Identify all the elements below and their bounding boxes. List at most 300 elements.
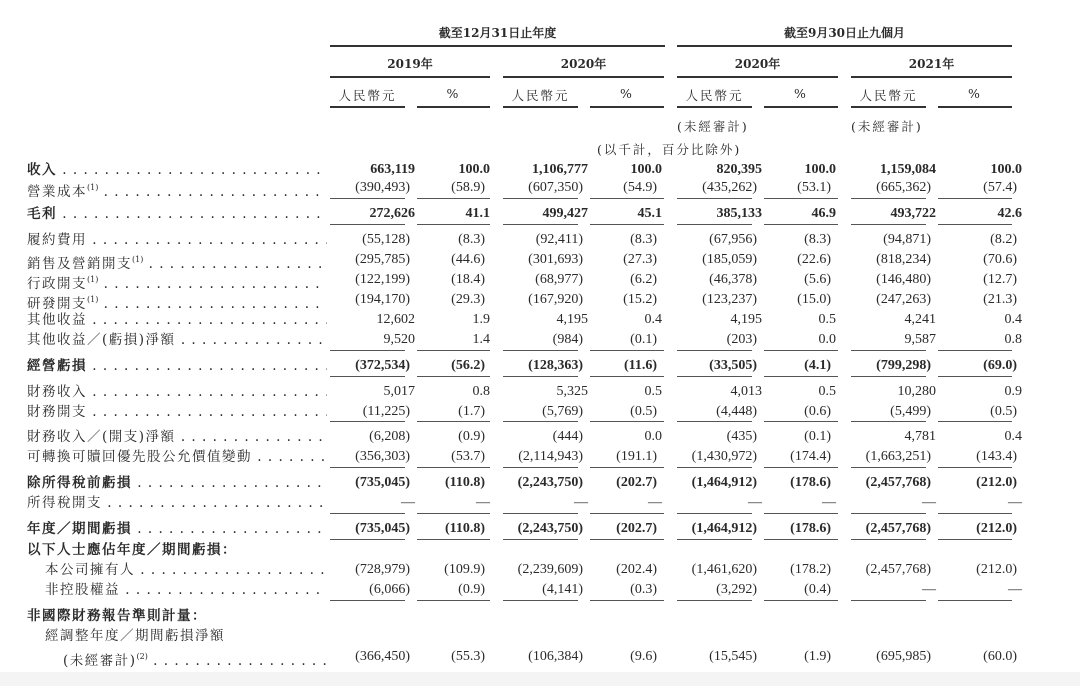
row-label bbox=[27, 205, 327, 223]
subtotal-rule bbox=[330, 198, 405, 199]
table-cell: 100.0 bbox=[458, 162, 490, 177]
row-label-text: 毛利 bbox=[27, 206, 57, 222]
row-label-text: 其他收益／(虧損)淨額 bbox=[27, 332, 176, 348]
column-header-underline bbox=[851, 106, 926, 108]
table-cell: (735,045) bbox=[355, 521, 410, 536]
table-cell: (174.4) bbox=[790, 449, 831, 464]
table-cell: (57.4) bbox=[983, 180, 1017, 195]
subtotal-rule bbox=[764, 376, 838, 377]
row-label bbox=[27, 428, 327, 446]
subtotal-rule bbox=[851, 421, 926, 422]
subtotal-rule bbox=[503, 600, 578, 601]
subtotal-rule bbox=[503, 350, 578, 351]
table-cell: (53.1) bbox=[797, 180, 831, 195]
table-cell: (69.0) bbox=[983, 358, 1017, 373]
footnote-marker: (1) bbox=[87, 183, 99, 192]
row-label-text: 年度／期間虧損 bbox=[27, 521, 132, 537]
table-cell: (607,350) bbox=[528, 180, 583, 195]
subtotal-rule bbox=[938, 350, 1012, 351]
subtotal-rule bbox=[503, 421, 578, 422]
table-cell: 272,626 bbox=[369, 206, 415, 221]
subtotal-rule bbox=[851, 600, 926, 601]
table-cell: — bbox=[1008, 495, 1022, 510]
subtotal-rule bbox=[764, 539, 838, 540]
table-cell: (984) bbox=[552, 332, 583, 347]
row-label bbox=[27, 474, 327, 492]
column-header-underline bbox=[590, 106, 664, 108]
table-cell: 4,241 bbox=[904, 312, 936, 327]
subtotal-rule bbox=[764, 600, 838, 601]
table-cell: (444) bbox=[552, 429, 583, 444]
table-cell: (5,769) bbox=[542, 404, 583, 419]
col-label-rmb: 人民幣元 bbox=[511, 88, 570, 103]
col-label-pct: % bbox=[794, 86, 808, 101]
table-cell: (12.7) bbox=[983, 272, 1017, 287]
row-label-text: 非國際財務報告準則計量： bbox=[27, 608, 207, 624]
subtotal-rule bbox=[764, 350, 838, 351]
table-cell: (106,384) bbox=[528, 649, 583, 664]
table-cell: 0.0 bbox=[644, 429, 662, 444]
table-cell: (109.9) bbox=[444, 562, 485, 577]
table-cell: (0.3) bbox=[630, 582, 657, 597]
row-label-text: 其他收益 bbox=[27, 312, 87, 328]
subtotal-rule bbox=[330, 539, 405, 540]
table-cell: (202.4) bbox=[616, 562, 657, 577]
subtotal-rule bbox=[503, 224, 578, 225]
table-cell: (46,378) bbox=[709, 272, 757, 287]
year-underline bbox=[330, 76, 490, 78]
table-cell: (123,237) bbox=[702, 292, 757, 307]
row-label bbox=[27, 403, 327, 421]
table-cell: (122,199) bbox=[355, 272, 410, 287]
table-cell: (6.2) bbox=[630, 272, 657, 287]
table-cell: (55,128) bbox=[362, 232, 410, 247]
table-cell: 4,013 bbox=[730, 384, 762, 399]
subtotal-rule bbox=[417, 513, 490, 514]
row-label bbox=[27, 494, 327, 512]
table-cell: 820,395 bbox=[716, 162, 762, 177]
table-cell: 663,119 bbox=[370, 162, 415, 177]
subtotal-rule bbox=[938, 513, 1012, 514]
subtotal-rule bbox=[503, 198, 578, 199]
table-cell: 45.1 bbox=[637, 206, 662, 221]
table-cell: (8.2) bbox=[990, 232, 1017, 247]
group-header-annual: 截至12月31日止年度 bbox=[438, 26, 557, 40]
subtotal-rule bbox=[590, 513, 664, 514]
table-cell: (0.9) bbox=[458, 582, 485, 597]
column-header-underline bbox=[764, 106, 838, 108]
year-header-2020-nine-months: 2020年 bbox=[734, 57, 781, 71]
table-cell: 9,520 bbox=[383, 332, 415, 347]
table-cell: (110.8) bbox=[444, 475, 485, 490]
subtotal-rule bbox=[677, 539, 752, 540]
table-cell: (2,457,768) bbox=[865, 521, 931, 536]
table-cell: — bbox=[748, 495, 762, 510]
table-cell: (0.6) bbox=[804, 404, 831, 419]
row-label bbox=[27, 251, 327, 273]
row-label-text: 經調整年度／期間虧損淨額 bbox=[45, 628, 225, 644]
table-cell: (390,493) bbox=[355, 180, 410, 195]
table-cell: (4.1) bbox=[804, 358, 831, 373]
table-cell: (1,464,912) bbox=[691, 521, 757, 536]
subtotal-rule bbox=[330, 513, 405, 514]
table-cell: (15.0) bbox=[797, 292, 831, 307]
table-cell: 41.1 bbox=[465, 206, 490, 221]
subtotal-rule bbox=[677, 350, 752, 351]
table-cell: (735,045) bbox=[355, 475, 410, 490]
col-label-pct: % bbox=[968, 86, 982, 101]
subtotal-rule bbox=[417, 376, 490, 377]
row-label bbox=[27, 331, 327, 349]
table-cell: (8.3) bbox=[630, 232, 657, 247]
table-cell: 493,722 bbox=[890, 206, 936, 221]
footnote-marker: (1) bbox=[87, 275, 99, 284]
table-cell: — bbox=[574, 495, 588, 510]
row-label-text: 可轉換可贖回優先股公允價值變動 bbox=[27, 449, 252, 465]
column-header-underline bbox=[503, 106, 578, 108]
table-cell: (212.0) bbox=[976, 475, 1017, 490]
table-cell: — bbox=[922, 582, 936, 597]
group-underline-nine-months bbox=[677, 45, 1012, 47]
table-cell: (5.6) bbox=[804, 272, 831, 287]
table-cell: — bbox=[648, 495, 662, 510]
table-cell: (2,243,750) bbox=[517, 475, 583, 490]
subtotal-rule bbox=[503, 513, 578, 514]
group-underline-annual bbox=[330, 45, 665, 47]
table-cell: (56.2) bbox=[451, 358, 485, 373]
column-header-underline bbox=[938, 106, 1012, 108]
subtotal-rule bbox=[417, 539, 490, 540]
table-cell: (435) bbox=[726, 429, 757, 444]
row-label-text: 所得稅開支 bbox=[27, 495, 102, 511]
table-cell: 0.9 bbox=[1004, 384, 1022, 399]
subtotal-rule bbox=[330, 350, 405, 351]
table-cell: 42.6 bbox=[997, 206, 1022, 221]
year-header-2021: 2021年 bbox=[908, 57, 955, 71]
table-cell: (0.9) bbox=[458, 429, 485, 444]
table-cell: 0.4 bbox=[1004, 312, 1022, 327]
table-cell: (94,871) bbox=[883, 232, 931, 247]
subtotal-rule bbox=[677, 376, 752, 377]
row-label-text: 非控股權益 bbox=[45, 582, 120, 598]
subtotal-rule bbox=[764, 224, 838, 225]
table-cell: (15.2) bbox=[623, 292, 657, 307]
table-cell: 1,159,084 bbox=[880, 162, 936, 177]
table-cell: (15,545) bbox=[709, 649, 757, 664]
table-cell: 0.8 bbox=[472, 384, 490, 399]
subtotal-rule bbox=[417, 600, 490, 601]
table-cell: (53.7) bbox=[451, 449, 485, 464]
subtotal-rule bbox=[764, 467, 838, 468]
table-cell: (212.0) bbox=[976, 521, 1017, 536]
table-cell: (6,208) bbox=[369, 429, 410, 444]
table-cell: (60.0) bbox=[983, 649, 1017, 664]
table-cell: (665,362) bbox=[876, 180, 931, 195]
subtotal-rule bbox=[330, 421, 405, 422]
col-label-pct: % bbox=[620, 86, 634, 101]
subtotal-rule bbox=[590, 600, 664, 601]
table-cell: 4,195 bbox=[730, 312, 762, 327]
table-cell: (0.4) bbox=[804, 582, 831, 597]
subtotal-rule bbox=[677, 198, 752, 199]
row-label bbox=[45, 581, 327, 599]
subtotal-rule bbox=[590, 421, 664, 422]
table-cell: (4,448) bbox=[716, 404, 757, 419]
row-label-text: (未經審計) bbox=[63, 653, 137, 669]
table-cell: (356,303) bbox=[355, 449, 410, 464]
subtotal-rule bbox=[417, 350, 490, 351]
table-cell: 0.5 bbox=[818, 312, 836, 327]
subtotal-rule bbox=[938, 600, 1012, 601]
subtotal-rule bbox=[590, 224, 664, 225]
subtotal-rule bbox=[503, 539, 578, 540]
table-cell: (1.7) bbox=[458, 404, 485, 419]
table-cell: (8.3) bbox=[804, 232, 831, 247]
table-cell: 46.9 bbox=[811, 206, 836, 221]
row-label bbox=[27, 161, 327, 179]
row-label-text: 銷售及營銷開支 bbox=[27, 256, 132, 272]
subtotal-rule bbox=[590, 467, 664, 468]
table-cell: 4,781 bbox=[904, 429, 936, 444]
table-cell: (27.3) bbox=[623, 252, 657, 267]
row-label-text: 研發開支 bbox=[27, 296, 87, 312]
table-cell: (178.2) bbox=[790, 562, 831, 577]
col-label-rmb: 人民幣元 bbox=[859, 88, 918, 103]
row-label bbox=[45, 627, 327, 645]
table-cell: (178.6) bbox=[790, 521, 831, 536]
subtotal-rule bbox=[938, 421, 1012, 422]
row-label-text: 財務收入／(開支)淨額 bbox=[27, 429, 176, 445]
page-bottom-band bbox=[0, 672, 1080, 686]
table-cell: — bbox=[922, 495, 936, 510]
row-label-text: 財務開支 bbox=[27, 404, 87, 420]
table-cell: (0.1) bbox=[630, 332, 657, 347]
table-cell: (0.1) bbox=[804, 429, 831, 444]
subtotal-rule bbox=[851, 224, 926, 225]
subtotal-rule bbox=[851, 467, 926, 468]
table-cell: (8.3) bbox=[458, 232, 485, 247]
table-cell: 0.4 bbox=[1004, 429, 1022, 444]
table-cell: (1.9) bbox=[804, 649, 831, 664]
subtotal-rule bbox=[590, 376, 664, 377]
footnote-marker: (1) bbox=[132, 255, 144, 264]
row-label-text: 營業成本 bbox=[27, 184, 87, 200]
table-cell: (2,243,750) bbox=[517, 521, 583, 536]
table-cell: (366,450) bbox=[355, 649, 410, 664]
table-cell: (6,066) bbox=[369, 582, 410, 597]
unit-note: (以千計，百分比除外) bbox=[597, 142, 742, 157]
year-underline bbox=[503, 76, 664, 78]
table-cell: — bbox=[401, 495, 415, 510]
subtotal-rule bbox=[764, 198, 838, 199]
row-label-text: 經營虧損 bbox=[27, 358, 87, 374]
table-cell: 10,280 bbox=[897, 384, 936, 399]
table-cell: (202.7) bbox=[616, 521, 657, 536]
col-label-rmb: 人民幣元 bbox=[338, 88, 397, 103]
table-cell: (0.5) bbox=[990, 404, 1017, 419]
row-label bbox=[27, 311, 327, 329]
subtotal-rule bbox=[677, 467, 752, 468]
table-cell: — bbox=[1008, 582, 1022, 597]
column-header-underline bbox=[330, 106, 405, 108]
subtotal-rule bbox=[590, 539, 664, 540]
table-cell: 5,017 bbox=[383, 384, 415, 399]
subtotal-rule bbox=[677, 224, 752, 225]
table-cell: (295,785) bbox=[355, 252, 410, 267]
table-cell: (212.0) bbox=[976, 562, 1017, 577]
subtotal-rule bbox=[330, 224, 405, 225]
table-cell: (728,979) bbox=[355, 562, 410, 577]
table-cell: 100.0 bbox=[804, 162, 836, 177]
subtotal-rule bbox=[851, 350, 926, 351]
table-cell: 1.4 bbox=[472, 332, 490, 347]
table-cell: 100.0 bbox=[990, 162, 1022, 177]
table-cell: 0.4 bbox=[644, 312, 662, 327]
table-cell: (435,262) bbox=[702, 180, 757, 195]
table-cell: 5,325 bbox=[556, 384, 588, 399]
table-cell: (92,411) bbox=[535, 232, 583, 247]
table-cell: 0.5 bbox=[644, 384, 662, 399]
row-label bbox=[27, 541, 327, 559]
table-cell: 12,602 bbox=[376, 312, 415, 327]
subtotal-rule bbox=[938, 376, 1012, 377]
table-cell: (1,464,912) bbox=[691, 475, 757, 490]
group-header-nine-months: 截至9月30日止九個月 bbox=[783, 26, 906, 40]
table-cell: (1,430,972) bbox=[691, 449, 757, 464]
table-cell: (29.3) bbox=[451, 292, 485, 307]
subtotal-rule bbox=[764, 421, 838, 422]
column-header-underline bbox=[417, 106, 490, 108]
subtotal-rule bbox=[677, 421, 752, 422]
table-cell: 1,106,777 bbox=[532, 162, 588, 177]
row-label bbox=[27, 383, 327, 401]
row-label bbox=[27, 520, 327, 538]
year-underline bbox=[851, 76, 1012, 78]
subtotal-rule bbox=[851, 539, 926, 540]
subtotal-rule bbox=[851, 198, 926, 199]
subtotal-rule bbox=[330, 600, 405, 601]
table-cell: 1.9 bbox=[472, 312, 490, 327]
table-cell: (44.6) bbox=[451, 252, 485, 267]
unaudited-note-2021: (未經審計) bbox=[851, 119, 923, 134]
subtotal-rule bbox=[938, 224, 1012, 225]
table-cell: (194,170) bbox=[355, 292, 410, 307]
table-cell: (2,239,609) bbox=[517, 562, 583, 577]
table-cell: (143.4) bbox=[976, 449, 1017, 464]
footnote-marker: (1) bbox=[87, 295, 99, 304]
table-cell: (167,920) bbox=[528, 292, 583, 307]
table-cell: 499,427 bbox=[542, 206, 588, 221]
subtotal-rule bbox=[330, 376, 405, 377]
table-cell: (2,457,768) bbox=[865, 475, 931, 490]
table-cell: (1,461,620) bbox=[691, 562, 757, 577]
table-cell: (33,505) bbox=[709, 358, 757, 373]
table-cell: (185,059) bbox=[702, 252, 757, 267]
row-label-text: 履約費用 bbox=[27, 232, 87, 248]
table-cell: (58.9) bbox=[451, 180, 485, 195]
table-cell: (11.6) bbox=[623, 358, 657, 373]
table-cell: (67,956) bbox=[709, 232, 757, 247]
table-cell: (55.3) bbox=[451, 649, 485, 664]
table-cell: (0.5) bbox=[630, 404, 657, 419]
subtotal-rule bbox=[417, 421, 490, 422]
row-label-text: 以下人士應佔年度／期間虧損： bbox=[27, 542, 237, 558]
row-label-text: 財務收入 bbox=[27, 384, 87, 400]
subtotal-rule bbox=[938, 198, 1012, 199]
subtotal-rule bbox=[330, 467, 405, 468]
table-cell: 4,195 bbox=[556, 312, 588, 327]
table-cell: 100.0 bbox=[630, 162, 662, 177]
row-label bbox=[45, 561, 327, 579]
subtotal-rule bbox=[417, 224, 490, 225]
table-cell: (1,663,251) bbox=[865, 449, 931, 464]
year-header-2020-annual: 2020年 bbox=[560, 57, 607, 71]
subtotal-rule bbox=[851, 513, 926, 514]
table-cell: (4,141) bbox=[542, 582, 583, 597]
table-cell: (818,234) bbox=[876, 252, 931, 267]
table-cell: (9.6) bbox=[630, 649, 657, 664]
row-label bbox=[27, 448, 327, 466]
row-label bbox=[27, 291, 327, 313]
row-label bbox=[27, 357, 327, 375]
table-cell: (247,263) bbox=[876, 292, 931, 307]
table-cell: 0.8 bbox=[1004, 332, 1022, 347]
row-label-text: 行政開支 bbox=[27, 276, 87, 292]
table-cell: 0.5 bbox=[818, 384, 836, 399]
table-cell: (22.6) bbox=[797, 252, 831, 267]
footnote-marker: (2) bbox=[136, 652, 148, 661]
row-label-text: 除所得稅前虧損 bbox=[27, 475, 132, 491]
subtotal-rule bbox=[938, 539, 1012, 540]
table-cell: (5,499) bbox=[890, 404, 931, 419]
table-cell: 385,133 bbox=[716, 206, 762, 221]
table-cell: (11,225) bbox=[362, 404, 410, 419]
subtotal-rule bbox=[938, 467, 1012, 468]
row-label bbox=[63, 648, 327, 670]
table-cell: (68,977) bbox=[535, 272, 583, 287]
row-label bbox=[27, 179, 327, 201]
table-cell: (110.8) bbox=[444, 521, 485, 536]
col-label-pct: % bbox=[446, 86, 461, 101]
table-cell: — bbox=[476, 495, 490, 510]
table-cell: (695,985) bbox=[876, 649, 931, 664]
subtotal-rule bbox=[417, 198, 490, 199]
table-cell: 9,587 bbox=[904, 332, 936, 347]
table-cell: — bbox=[822, 495, 836, 510]
subtotal-rule bbox=[503, 467, 578, 468]
subtotal-rule bbox=[590, 198, 664, 199]
subtotal-rule bbox=[764, 513, 838, 514]
table-cell: (301,693) bbox=[528, 252, 583, 267]
table-cell: (799,298) bbox=[876, 358, 931, 373]
column-header-underline bbox=[677, 106, 752, 108]
row-label bbox=[27, 607, 327, 625]
table-cell: (128,363) bbox=[528, 358, 583, 373]
table-cell: (191.1) bbox=[616, 449, 657, 464]
subtotal-rule bbox=[417, 467, 490, 468]
row-label bbox=[27, 231, 327, 249]
table-cell: (18.4) bbox=[451, 272, 485, 287]
table-cell: 0.0 bbox=[818, 332, 836, 347]
year-underline bbox=[677, 76, 838, 78]
subtotal-rule bbox=[503, 376, 578, 377]
table-cell: (2,457,768) bbox=[865, 562, 931, 577]
table-cell: (70.6) bbox=[983, 252, 1017, 267]
table-cell: (203) bbox=[726, 332, 757, 347]
subtotal-rule bbox=[590, 350, 664, 351]
row-label-text: 收入 bbox=[27, 162, 57, 178]
table-cell: (146,480) bbox=[876, 272, 931, 287]
